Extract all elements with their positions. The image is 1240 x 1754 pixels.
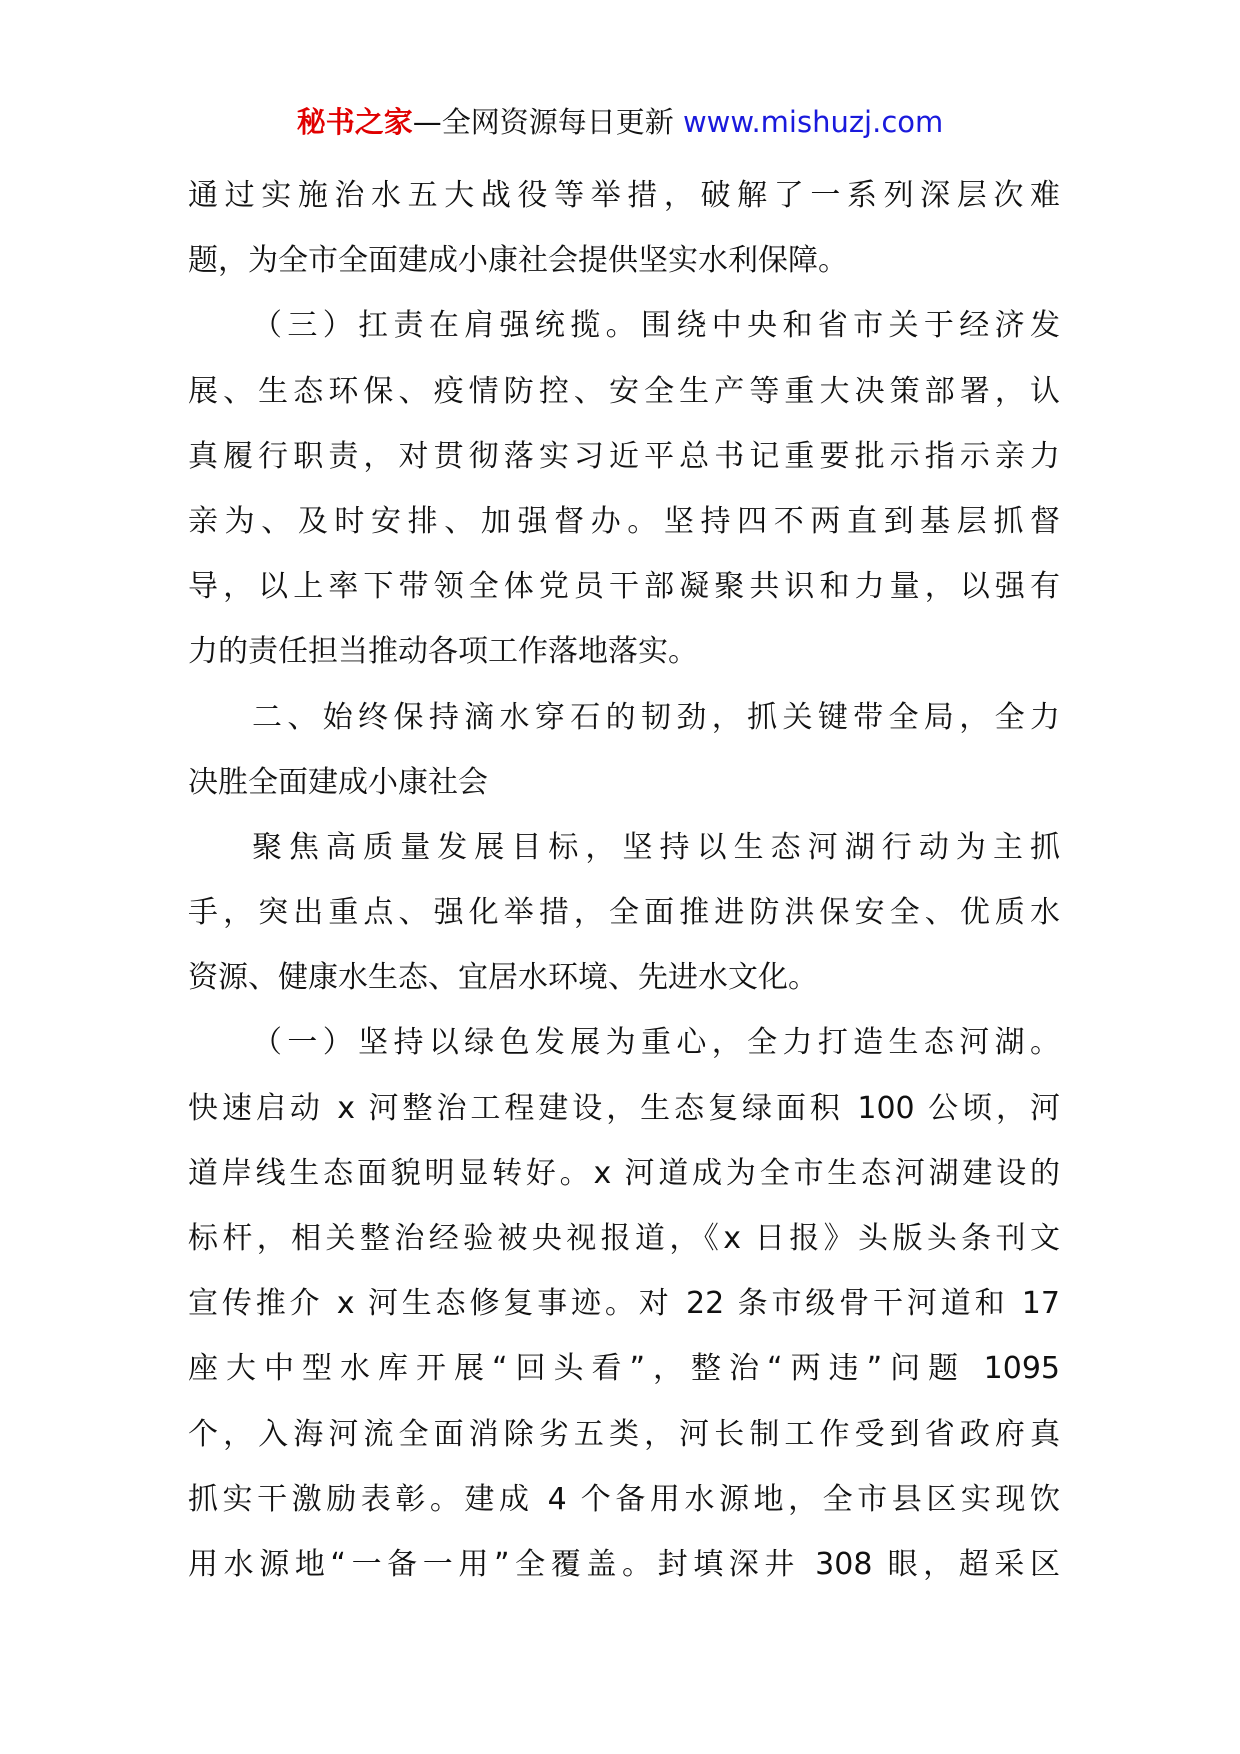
- text-line: 亲为、及时安排、加强督办。坚持四不两直到基层抓督: [188, 503, 1060, 539]
- page-header: [0, 100, 1240, 144]
- text-line: 导，以上率下带领全体党员干部凝聚共识和力量，以强有: [188, 569, 1060, 605]
- text-line: 快速启动 x 河整治工程建设，生态复绿面积 100 公顷，河: [188, 1090, 1060, 1126]
- text-line: 通过实施治水五大战役等举措，破解了一系列深层次难: [188, 178, 1060, 213]
- text-line: 手，突出重点、强化举措，全面推进防洪保安全、优质水: [188, 895, 1060, 931]
- text-line: 宣传推介 x 河生态修复事迹。对 22 条市级骨干河道和 17: [188, 1286, 1060, 1322]
- text-line: 聚焦高质量发展目标，坚持以生态河湖行动为主抓: [252, 829, 1060, 865]
- text-line: 展、生态环保、疫情防控、安全生产等重大决策部署，认: [188, 373, 1060, 409]
- site-url-link[interactable]: www.mishuzj.com: [682, 105, 944, 139]
- text-line: 道岸线生态面貌明显转好。x 河道成为全市生态河湖建设的: [188, 1155, 1060, 1191]
- text-line: 决胜全面建成小康社会: [188, 764, 488, 800]
- text-line: 二、始终保持滴水穿石的韧劲，抓关键带全局，全力: [252, 699, 1060, 735]
- header-tagline: —全网资源每日更新: [412, 105, 674, 139]
- text-line: 用水源地“一备一用”全覆盖。封填深井 308 眼，超采区: [188, 1546, 1060, 1582]
- text-line: 题，为全市全面建成小康社会提供坚实水利保障。: [188, 243, 848, 279]
- document-body: [188, 163, 1060, 1597]
- text-line: 个，入海河流全面消除劣五类，河长制工作受到省政府真: [188, 1416, 1060, 1452]
- text-line: 抓实干激励表彰。建成 4 个备用水源地，全市县区实现饮: [188, 1481, 1060, 1517]
- text-line: 力的责任担当推动各项工作落地落实。: [188, 634, 698, 670]
- text-line: 标杆，相关整治经验被央视报道，《x 日报》头版头条刊文: [188, 1221, 1060, 1256]
- text-line: 资源、健康水生态、宜居水环境、先进水文化。: [188, 960, 818, 996]
- text-line: 真履行职责，对贯彻落实习近平总书记重要批示指示亲力: [188, 438, 1060, 474]
- text-line: （三）扛责在肩强统揽。围绕中央和省市关于经济发: [252, 308, 1060, 344]
- text-line: （一）坚持以绿色发展为重心，全力打造生态河湖。: [252, 1025, 1060, 1061]
- text-line: 座大中型水库开展“回头看”，整治“两违”问题 1095: [188, 1351, 1060, 1387]
- brand-name: 秘书之家: [296, 105, 413, 139]
